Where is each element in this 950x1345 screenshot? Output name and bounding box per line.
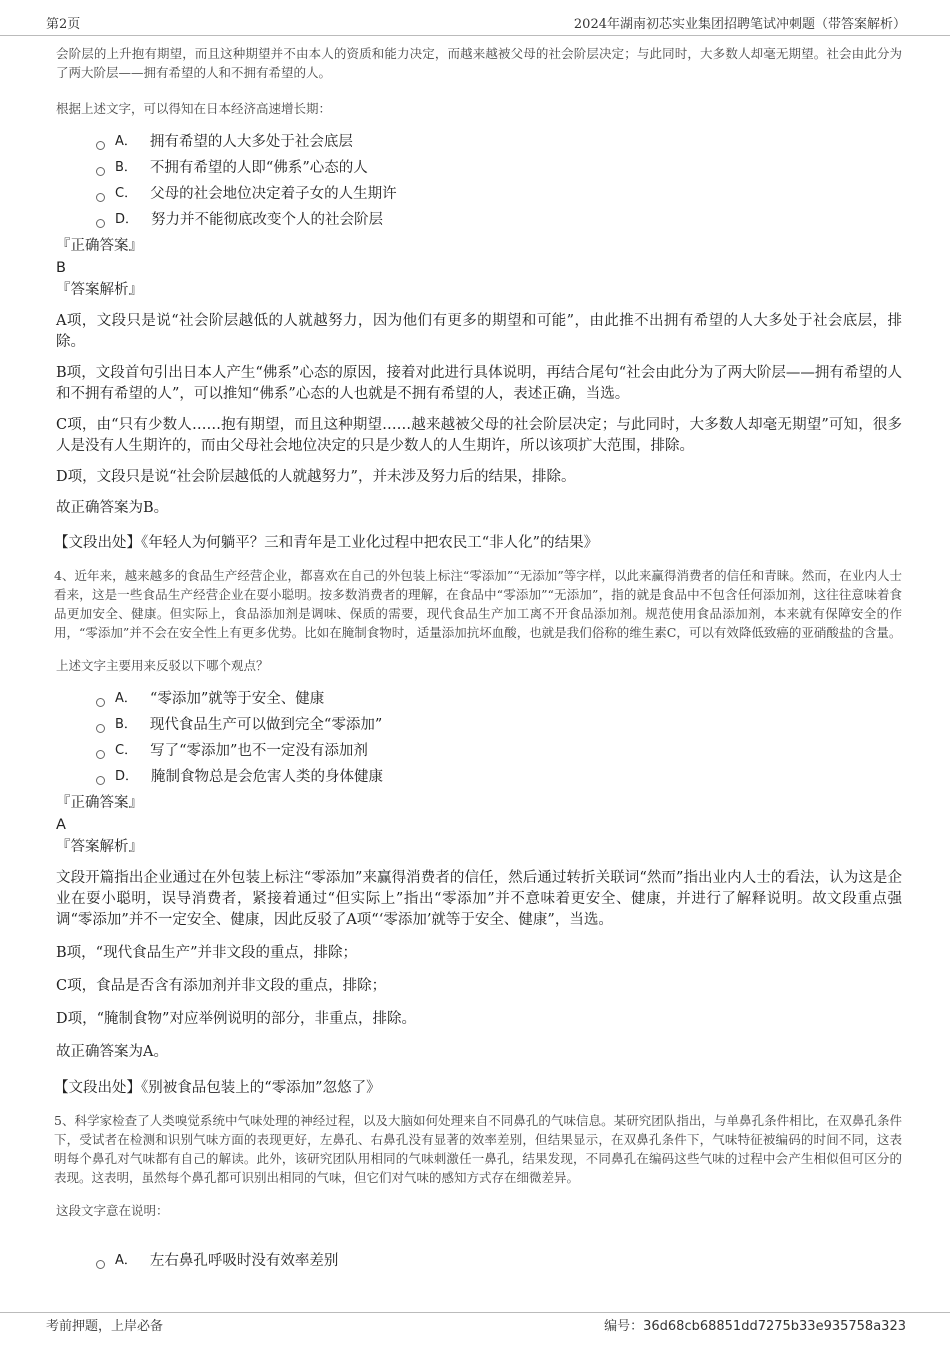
- q3-analysis-label: 『答案解析』: [56, 282, 143, 298]
- q3-analysis-a: A项，文段只是说“社会阶层越低的人就越努力，因为他们有更多的期望和可能”，由此推不出拥有希望的人大多处于社会底层，排除。: [56, 313, 902, 350]
- q3-option-b[interactable]: B． 不拥有希望的人即“佛系”心态的人: [96, 155, 902, 181]
- q4-passage: 4、近年来，越来越多的食品生产经营企业，都喜欢在自己的外包装上标注“零添加”“无添加”等字样，以此来赢得消费者的信任和青睐。然而，在业内人士看来，这是一些食品生产经营企业在耍小聪明。按多数消费者的理解，在食品中“零添加”“无添加”，指的就是食品中不包含任何添加剂，这往往意味着食品更加安全、健康。但实际上，食品添加剂是调味、保质的需要，现代食品生产加工离不开食品添加剂。规范使用食品添加剂，本来就有保障安全的作用，“零添加”并不会在安全性上有更多优势。比如在腌制食物时，适量添加抗坏血酸，也就是我们俗称的维生素C，可以有效降低致癌的亚硝酸盐的含量。: [54, 568, 902, 640]
- q3-conclusion: 故正确答案为B。: [56, 500, 169, 516]
- document-title: 2024年湖南初芯实业集团招聘笔试冲刺题（带答案解析）: [573, 17, 906, 32]
- radio-button[interactable]: [96, 698, 105, 707]
- q3-analysis-c: C项，由“只有少数人……抱有期望，而且这种期望……越来越被父母的社会阶层决定；与此同时，大多数人却毫无期望”可知，很多人是没有人生期许的，而由父母社会地位决定的只是少数人的人生期许，所以该项扩大范围，排除。: [56, 417, 902, 454]
- q4-source: 【文段出处】《别被食品包装上的“零添加”忽悠了》: [54, 1080, 381, 1096]
- q5-question: 这段文字意在说明：: [56, 1203, 169, 1218]
- q3-analysis-b: B项，文段首句引出日本人产生“佛系”心态的原因，接着对此进行具体说明，再结合尾句“社会由此分为了两大阶层——拥有希望的人和不拥有希望的人”，可以推知“佛系”心态的人也就是不拥有希望的人，表述正确，当选。: [56, 365, 902, 402]
- footer-slogan: 考前押题，上岸必备: [46, 1319, 164, 1334]
- q4-analysis-c: C项，食品是否含有添加剂并非文段的重点，排除；: [56, 978, 387, 994]
- q4-option-c[interactable]: C． 写了“零添加”也不一定没有添加剂: [96, 738, 902, 764]
- q4-analysis-d: D项，“腌制食物”对应举例说明的部分，非重点，排除。: [56, 1011, 416, 1027]
- q3-analysis-d: D项，文段只是说“社会阶层越低的人就越努力”，并未涉及努力后的结果，排除。: [56, 469, 576, 485]
- radio-button[interactable]: [96, 724, 105, 733]
- radio-button[interactable]: [96, 1260, 105, 1269]
- q4-answer-label: 『正确答案』: [56, 795, 143, 811]
- q4-conclusion: 故正确答案为A。: [56, 1044, 168, 1060]
- q4-analysis-main: 文段开篇指出企业通过在外包装上标注“零添加”来赢得消费者的信任，然后通过转折关联词“然而”指出业内人士的看法，认为这是企业在耍小聪明，误导消费者，紧接着通过“但实际上”指出“零添加”并不意味着更安全、健康，并进行了解释说明。故文段重点强调“零添加”并不一定安全、健康，因此反驳了A项“‘零添加’就等于安全、健康”，当选。: [56, 870, 902, 928]
- q5-options: [56, 1248, 902, 1274]
- q4-option-d[interactable]: D． 腌制食物总是会危害人类的身体健康: [96, 764, 902, 790]
- q3-passage: 会阶层的上升抱有期望，而且这种期望并不由本人的资质和能力决定，而越来越被父母的社会阶层决定；与此同时，大多数人却毫无期望。社会由此分为了两大阶层——拥有希望的人和不拥有希望的人。: [56, 46, 902, 80]
- page-header: [0, 0, 950, 36]
- q3-question: 根据上述文字，可以得知在日本经济高速增长期：: [56, 101, 332, 116]
- q4-option-b[interactable]: B． 现代食品生产可以做到完全“零添加”: [96, 712, 902, 738]
- q4-analysis-b: B项，“现代食品生产”并非文段的重点，排除；: [56, 945, 357, 961]
- q3-source: 【文段出处】《年轻人为何躺平？三和青年是工业化过程中把农民工“非人化”的结果》: [54, 535, 599, 551]
- q3-answer-label: 『正确答案』: [56, 238, 143, 254]
- radio-button[interactable]: [96, 141, 105, 150]
- q3-option-d[interactable]: D． 努力并不能彻底改变个人的社会阶层: [96, 207, 902, 233]
- q4-analysis-label: 『答案解析』: [56, 839, 143, 855]
- radio-button[interactable]: [96, 750, 105, 759]
- page-number: 第2页: [46, 17, 81, 32]
- q5-option-a[interactable]: A． 左右鼻孔呼吸时没有效率差别: [96, 1248, 902, 1274]
- q4-options: [56, 686, 902, 790]
- radio-button[interactable]: [96, 776, 105, 785]
- page-content: [56, 40, 902, 1274]
- q4-answer: A: [56, 817, 66, 833]
- radio-button[interactable]: [96, 219, 105, 228]
- q3-options: [56, 129, 902, 233]
- q3-option-c[interactable]: C． 父母的社会地位决定着子女的人生期许: [96, 181, 902, 207]
- q5-passage: 5、科学家检查了人类嗅觉系统中气味处理的神经过程，以及大脑如何处理来自不同鼻孔的气味信息。某研究团队指出，与单鼻孔条件相比，在双鼻孔条件下，受试者在检测和识别气味方面的表现更好，左鼻孔、右鼻孔没有显著的效率差别，但结果显示，在双鼻孔条件下，气味特征被编码的时间不同，这表明每个鼻孔对气味都有自己的解读。此外，该研究团队用相同的气味刺激任一鼻孔，结果发现，不同鼻孔在编码这些气味的过程中会产生相似但可区分的表现。这表明，虽然每个鼻孔都可识别出相同的气味，但它们对气味的感知方式存在细微差异。: [54, 1113, 902, 1185]
- q4-question: 上述文字主要用来反驳以下哪个观点？: [56, 658, 269, 673]
- radio-button[interactable]: [96, 167, 105, 176]
- q4-option-a[interactable]: A． “零添加”就等于安全、健康: [96, 686, 902, 712]
- q3-answer: B: [56, 260, 66, 276]
- radio-button[interactable]: [96, 193, 105, 202]
- page-footer: [0, 1312, 950, 1345]
- document-code: 编号：36d68cb68851dd7275b33e935758a323: [604, 1319, 906, 1334]
- q3-option-a[interactable]: A． 拥有希望的人大多处于社会底层: [96, 129, 902, 155]
